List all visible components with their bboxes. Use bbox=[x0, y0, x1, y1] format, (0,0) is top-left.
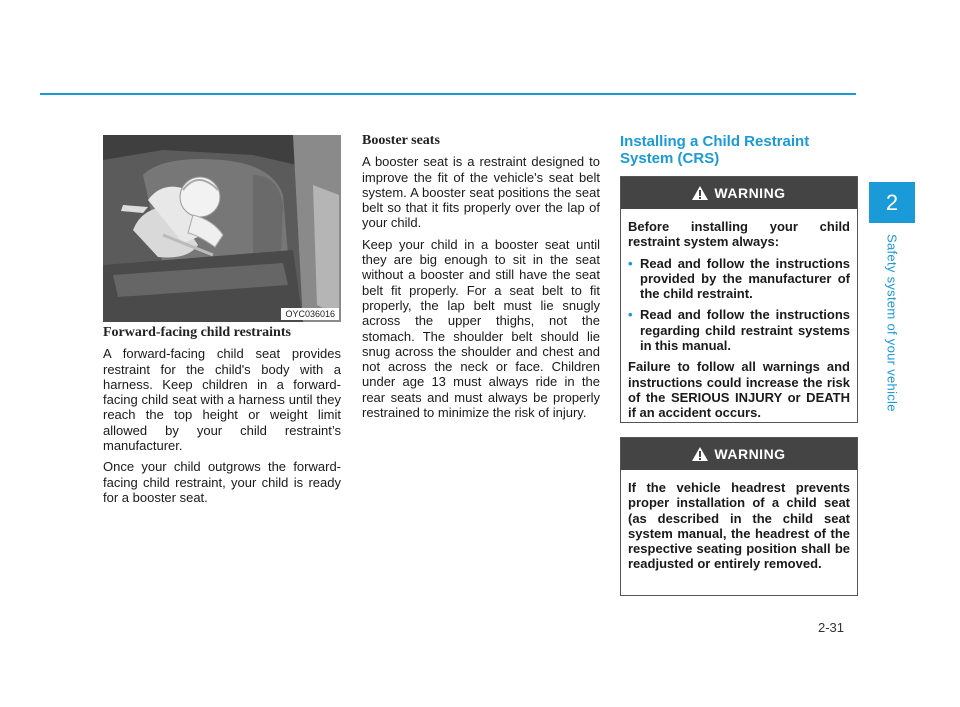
warning-intro: Before installing your child restraint system always: bbox=[628, 219, 850, 250]
warning-outro: Failure to follow all warnings and instructions could increase the risk of the SERIOUS INJURY or DEATH if an accident occurs. bbox=[628, 359, 850, 421]
warning-title: WARNING bbox=[714, 185, 786, 201]
forward-facing-heading: Forward-facing child restraints bbox=[103, 325, 291, 340]
bullet-dot-icon: • bbox=[628, 307, 633, 323]
child-seat-figure bbox=[103, 135, 341, 322]
bullet-dot-icon: • bbox=[628, 255, 633, 271]
page-number: 2-31 bbox=[818, 620, 845, 635]
warning-header bbox=[621, 177, 857, 209]
paragraph: Once your child outgrows the forward-facing child restraint, your child is ready for a booster seat. bbox=[103, 459, 341, 505]
warning-box bbox=[620, 176, 858, 423]
booster-seats-section bbox=[362, 133, 600, 426]
header-rule bbox=[40, 93, 856, 95]
forward-facing-child-seat-illustration bbox=[103, 135, 341, 322]
warning-body bbox=[621, 209, 857, 421]
installing-crs-heading: Installing a Child Restraint System (CRS) bbox=[620, 133, 810, 167]
warning-title: WARNING bbox=[714, 446, 786, 462]
warning-box-headrest bbox=[620, 437, 858, 596]
warning-triangle-icon bbox=[692, 447, 708, 461]
chapter-title: Safety system of your vehicle bbox=[884, 234, 900, 412]
chapter-tab: 2 bbox=[869, 182, 915, 223]
booster-seats-heading: Booster seats bbox=[362, 133, 440, 148]
warning-bullet: • Read and follow the instructions regarding child restraint systems in this manual. bbox=[628, 307, 850, 354]
warning-body bbox=[621, 470, 857, 572]
warning-text: If the vehicle headrest prevents proper installation of a child seat (as described in the child seat system manual, the headrest of the respective seating position shall be readjusted or entirely removed. bbox=[628, 480, 850, 572]
paragraph: Keep your child in a booster seat until they are big enough to sit in the seat without a booster and still have the seat belt fit properly. For a seat belt to fit properly, the lap belt must lie snugly across the upper thighs, not the stomach. The shoulder belt should lie snug across the shoulder and chest and not across the neck or face. Children under age 13 must always ride in the rear seats and must always be properly restrained to minimize the risk of injury. bbox=[362, 236, 600, 421]
warning-header bbox=[621, 438, 857, 470]
paragraph: A booster seat is a restraint designed to improve the fit of the vehicle's seat belt system. A booster seat positions the seat belt so that it fits properly over the lap of your child. bbox=[362, 154, 600, 231]
warning-triangle-icon bbox=[692, 186, 708, 200]
figure-code: OYC036016 bbox=[281, 308, 339, 320]
forward-facing-section bbox=[103, 325, 341, 511]
warning-bullet: • Read and follow the instructions provided by the manufacturer of the child restraint. bbox=[628, 255, 850, 302]
paragraph: A forward-facing child seat provides restraint for the child's body with a harness. Keep children in a forward-facing child seat with a harness until they reach the top height or weight limit allowed by your child restraint’s manufacturer. bbox=[103, 346, 341, 454]
